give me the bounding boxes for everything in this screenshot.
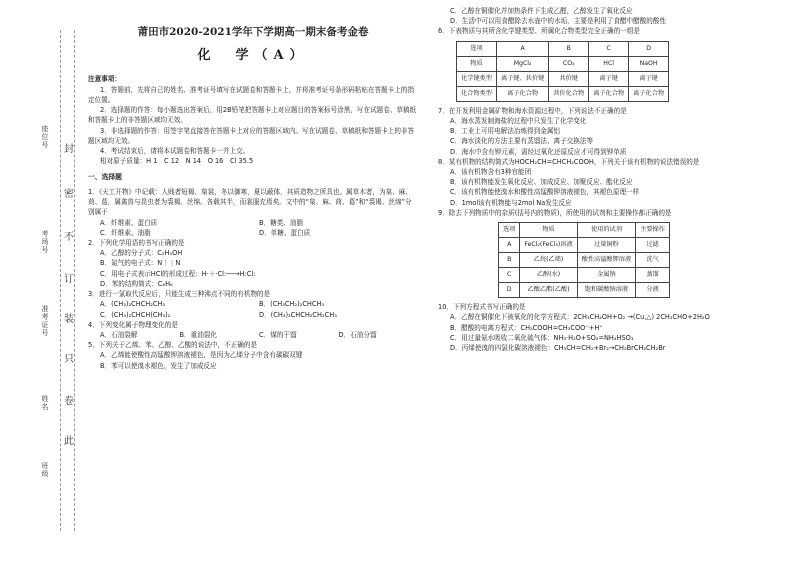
table-cell: 共价化合物 <box>549 86 589 101</box>
question-option: C．煤的干馏 <box>259 330 297 339</box>
table-cell: 酸性高锰酸钾溶液 <box>577 253 636 268</box>
table-cell: 共价键 <box>549 71 589 86</box>
binding-label: 准考证号 <box>41 305 49 337</box>
question-option: A．乙烯能使酸性高锰酸钾溶液褪色，是因为乙烯分子中含有碳碳双键 <box>100 351 303 360</box>
table-cell: 饱和碳酸钠溶液 <box>577 283 636 298</box>
exam-title: 莆田市2020-2021学年下学期高一期末备考金卷 <box>137 26 369 38</box>
table-row <box>499 238 670 253</box>
q10-stem: 10．下列方程式书写正确的是 <box>438 303 526 312</box>
table-cell: HCl <box>589 56 629 71</box>
table-cell: 离子化合物 <box>629 86 669 101</box>
table-cell: 离子化合物 <box>589 86 629 101</box>
q10-option: C．用过量氨水吸收二氧化硫气体：NH₃·H₂O+SO₂=NH₄HSO₃ <box>450 333 634 342</box>
table-cell: D <box>499 283 520 298</box>
question-option: B．重油裂化 <box>179 330 217 339</box>
question-option: A．石油裂解 <box>100 330 138 339</box>
question-option: D．(CH₃)₃CHCH₂CH₂CH₃ <box>259 310 337 319</box>
table-cell: 使用的试剂 <box>577 223 636 238</box>
binding-line <box>74 30 75 531</box>
left-column <box>88 0 418 371</box>
question-stem: 5．下列关于乙烯、苯、乙醇、乙酸的说法中，不正确的是 <box>88 341 258 350</box>
table-row <box>499 223 670 238</box>
right-column <box>438 0 788 353</box>
question-option: B．(CH₃CH₂)₂CHCH₃ <box>259 300 325 309</box>
q7-option: D．海水中含有钾元素，需经过氧化还原反应才可得到钾单质 <box>450 147 627 156</box>
table-cell: 选项 <box>457 41 497 56</box>
q10-option: A．乙醇在铜催化下被氧化的化学方程式：2CH₃CH₂OH+O₂ →(Cu,△) 2CH₃CHO+2H₂O <box>450 313 710 322</box>
question-option: B．糖类、油脂 <box>259 218 304 227</box>
option-row <box>88 299 418 309</box>
q6-stem: 6．下表物质与其所含化学键类型、所属化合物类型完全正确的一组是 <box>438 27 641 36</box>
table-cell: MgCl₂ <box>496 56 548 71</box>
q5-option: D．生活中可以用食醋除去水壶中的水垢，主要是利用了食醋中醋酸的酸性 <box>450 17 667 26</box>
table-cell: 物质 <box>520 223 577 238</box>
table-cell: A <box>496 41 548 56</box>
question-option: C．用电子式表示HCl的形成过程：H·＋·Cl:──→H:Cl: <box>100 269 256 278</box>
table-cell: 蒸馏 <box>636 268 670 283</box>
table-cell: B <box>499 253 520 268</box>
question-option: C．(CH₃)₂CHCH(CH₃)₂ <box>100 310 171 319</box>
question-option: D．石油分馏 <box>338 330 377 339</box>
table-cell: FeCl₂(FeCl₃)溶液 <box>520 238 577 253</box>
q7-stem: 7．在开发利用金属矿物和海水资源过程中，下列说法不正确的是 <box>438 106 627 115</box>
binding-label: 姓名 <box>41 395 49 411</box>
option-row <box>88 228 418 238</box>
table-cell: C <box>499 268 520 283</box>
table-cell: 乙烷(乙烯) <box>520 253 577 268</box>
q8-option: A．该有机物含有3种官能团 <box>450 167 532 176</box>
question-stem: 1．《天工开物》中记载：人贱者短褐、枲裳，冬以御寒，夏以蔽体，其质造物之所具也。属草木者，为枲、麻、苘、葛，属禽兽与昆虫者为裘褐、丝绵。各载其半，而裳服充焉矣。文中的“枲、麻、苘、葛”和“裘褐、丝绵”分别属于 <box>88 187 412 217</box>
table-row <box>457 56 669 71</box>
note-item: 3．非选择题的作答：用签字笔直接答在答题卡上对应的答题区域内。写在试题卷、草稿纸和答题卡上的非答题区域均无效。 <box>88 126 415 145</box>
q7-option: B．工业上可用电解法冶炼得到金属铝 <box>450 127 561 136</box>
q7-option: A．海水蒸发制海盐的过程中只发生了化学变化 <box>450 116 587 125</box>
binding-char: 不 <box>64 232 74 243</box>
section-heading: 一、选择题 <box>88 173 122 182</box>
table-cell: 过量铜粉 <box>577 238 636 253</box>
atomic-masses: 相对原子质量：H 1 C 12 N 14 O 16 Cl 35.5 <box>100 157 254 166</box>
table-cell: B <box>549 41 589 56</box>
binding-line-inner <box>60 30 61 531</box>
table-row <box>499 283 670 298</box>
binding-char: 密 <box>64 189 74 200</box>
table-cell: 物质 <box>457 56 497 71</box>
table-row <box>457 71 669 86</box>
table-cell: 化学键类型 <box>457 71 497 86</box>
binding-char: 卷 <box>64 396 74 407</box>
question-stem: 2．下列化学用语的书写正确的是 <box>88 239 185 247</box>
question-option: D．苯的结构简式：C₆H₆ <box>100 279 173 288</box>
q5-option: C．乙醇在铜催化并加热条件下生成乙醛，乙醇发生了氧化反应 <box>450 7 633 15</box>
exam-subject: 化 学（A） <box>197 48 309 64</box>
question-option: C．纤维素、油脂 <box>100 228 151 237</box>
table-cell: 离子化合物 <box>496 86 548 101</box>
binding-label: 考场号 <box>41 230 49 254</box>
question-option: A．乙醇的分子式：C₂H₅OH <box>100 249 183 258</box>
table-cell: 过滤 <box>636 238 670 253</box>
question-option: B．苯可以使溴水褪色，发生了加成反应 <box>100 361 217 370</box>
q8-option: D．1mol该有机物能与2mol Na发生反应 <box>450 198 572 207</box>
table-cell: 主要操作 <box>636 223 670 238</box>
table-cell: NaOH <box>629 56 669 71</box>
q8-stem: 8．某有机物的结构简式为HOCH₂CH=CHCH₂COOH，下列关于该有机物的说法错误的是 <box>438 157 700 166</box>
question-option: A．(CH₃)₂CHCH₂CH₃ <box>100 300 166 309</box>
binding-char: 装 <box>64 314 74 325</box>
table-cell: 离子键 <box>589 71 629 86</box>
table-row <box>457 86 669 101</box>
binding-label: 座位号 <box>41 125 49 149</box>
binding-char: 只 <box>64 354 74 365</box>
option-row <box>88 330 418 340</box>
binding-margin <box>0 0 78 561</box>
question-stem: 3．进行一氯取代反应后，只能生成三种沸点不同的有机物的是 <box>88 290 271 299</box>
table-cell: C <box>589 41 629 56</box>
table-cell: 离子键 <box>629 71 669 86</box>
question-option: A．纤维素、蛋白质 <box>100 218 158 227</box>
table-cell: A <box>499 238 520 253</box>
left-questions <box>88 187 418 371</box>
table-cell: 金属钠 <box>577 268 636 283</box>
q8-option: C．该有机物能使溴水和酸性高锰酸钾溶液褪色，其褪色原理一样 <box>450 188 640 197</box>
q6-table <box>456 41 669 102</box>
binding-char: 订 <box>64 274 74 285</box>
q9-table <box>498 222 670 298</box>
notes-heading: 注意事项： <box>88 75 121 84</box>
question-option: D．单糖、蛋白质 <box>259 228 311 237</box>
table-cell: 化合物类型 <box>457 86 497 101</box>
binding-char: 此 <box>64 436 74 447</box>
q10-option: B．醋酸的电离方程式：CH₃COOH=CH₃COO⁻+H⁺ <box>450 323 603 332</box>
question-option: B．氮气的电子式：N⋮⋮N <box>100 259 181 268</box>
table-row <box>499 253 670 268</box>
table-cell: 洗气 <box>636 253 670 268</box>
note-item: 2．选择题的作答：每小题选出答案后，用2B铅笔把答题卡上对应题目的答案标号涂黑，写在试题卷、草稿纸和答题卡上的非答题区域均无效。 <box>88 106 417 125</box>
q9-stem: 9．除去下列物质中的杂质(括号内的物质)，所使用的试剂和主要操作都正确的是 <box>438 208 672 217</box>
question-stem: 4．下列变化属于物理变化的是 <box>88 320 178 329</box>
table-row <box>457 41 669 56</box>
table-cell: 乙酸乙酯(乙酸) <box>520 283 577 298</box>
table-row <box>499 268 670 283</box>
table-cell: 离子键、共价键 <box>496 71 548 86</box>
q7-option: C．海水淡化的方法主要有蒸馏法、离子交换法等 <box>450 137 594 146</box>
note-item: 4．考试结束后，请将本试题卷和答题卡一并上交。 <box>100 146 250 155</box>
note-item: 1．答题前，先将自己的姓名、准考证号填写在试题卷和答题卡上，并将准考证号条形码粘贴在答题卡上的指定位置。 <box>88 85 415 104</box>
q8-option: B．该有机物能发生氧化反应、加成反应、加聚反应、酯化反应 <box>450 178 633 187</box>
option-row <box>88 218 418 228</box>
table-cell: 分液 <box>636 283 670 298</box>
q10-option: D．丙烯使溴的四氯化碳溶液褪色：CH₃CH=CH₂+Br₂→CH₂BrCH₂CH₂Br <box>450 343 666 352</box>
table-cell: 选项 <box>499 223 520 238</box>
table-cell: D <box>629 41 669 56</box>
binding-label: 班级 <box>41 462 49 478</box>
table-cell: CO₂ <box>549 56 589 71</box>
option-row <box>88 310 418 320</box>
binding-char: 封 <box>64 144 74 155</box>
table-cell: 乙醇(水) <box>520 268 577 283</box>
